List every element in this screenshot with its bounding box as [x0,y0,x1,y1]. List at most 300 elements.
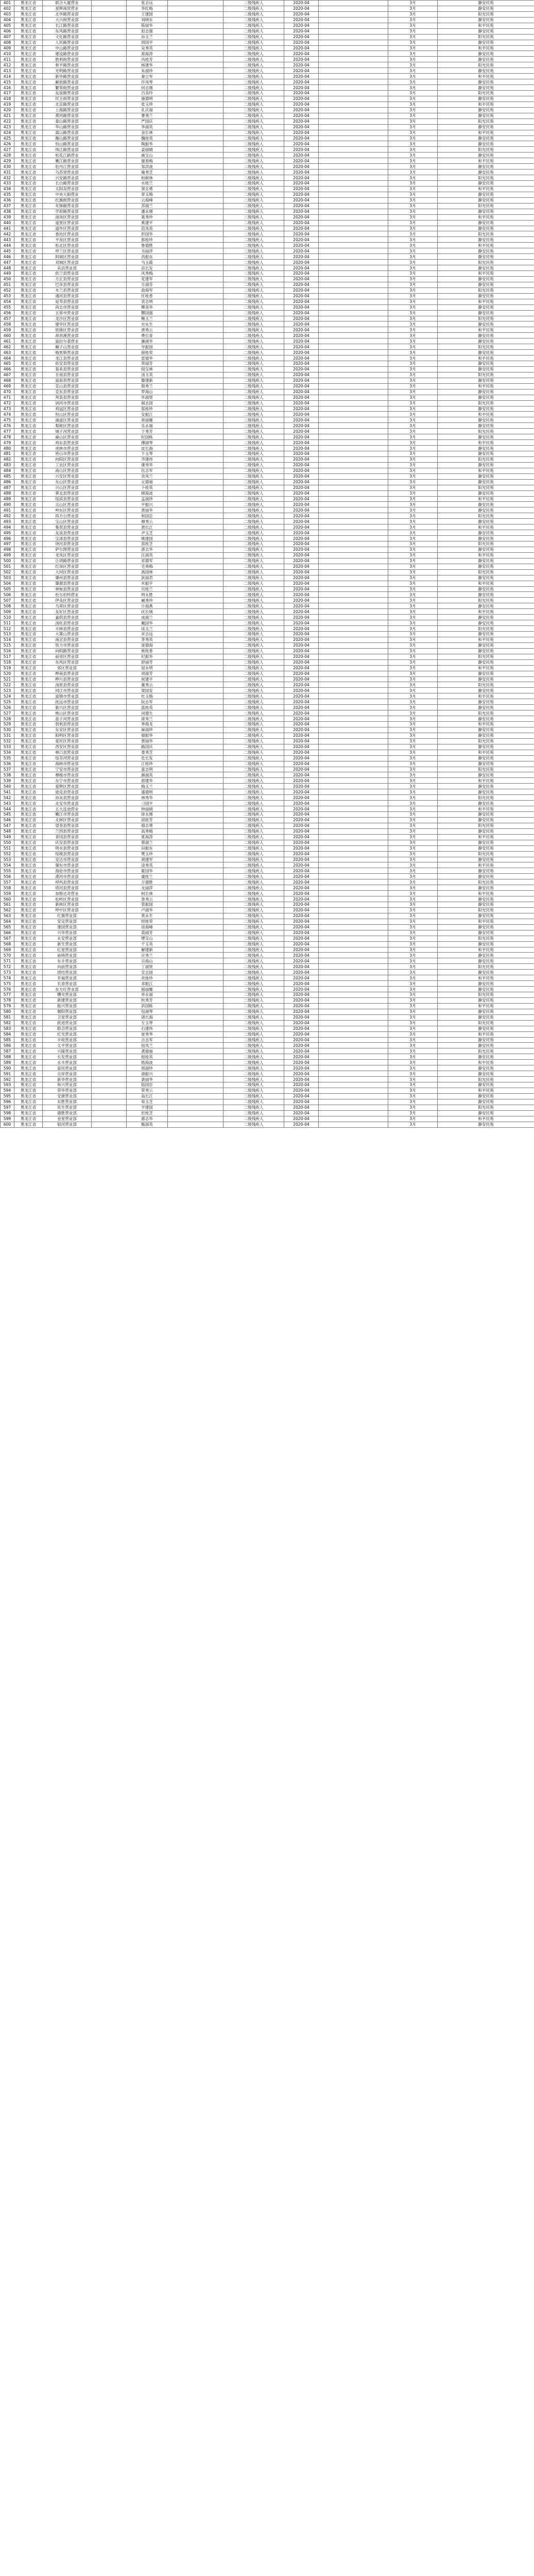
blank-cell [92,220,127,226]
blank-cell [168,682,223,688]
blank-cell [92,91,127,96]
category-cell: 二级残疾人 [223,6,284,11]
table-row [1,801,534,806]
category-cell: 二级残疾人 [223,586,284,592]
category-cell: 二级残疾人 [223,615,284,620]
blank-cell [92,716,127,722]
date-cell: 2020-04 [284,254,319,260]
branch-cell: 尖山区营业部 [43,502,92,507]
blank-cell [168,637,223,642]
blank-cell [319,40,388,45]
community-cell: 静安民苑 [438,536,534,541]
name-cell: 费长青 [127,333,168,338]
month-cell: 3月 [388,1009,438,1014]
date-cell: 2020-04 [284,738,319,744]
blank-cell [319,1088,388,1093]
community-cell: 静安民苑 [438,170,534,175]
table-row [1,282,534,287]
row-number-cell: 525 [1,699,14,705]
blank-cell [168,299,223,304]
month-cell: 3月 [388,355,438,361]
blank-cell [92,17,127,23]
province-cell: 黑龙江省 [14,1099,43,1105]
blank-cell [168,135,223,141]
month-cell: 3月 [388,147,438,152]
table-row [1,40,534,45]
community-cell: 静安民苑 [438,744,534,750]
month-cell: 3月 [388,440,438,446]
community-cell: 静安民苑 [438,896,534,902]
blank-cell [319,936,388,941]
month-cell: 3月 [388,181,438,187]
date-cell: 2020-04 [284,857,319,862]
category-cell: 二级残疾人 [223,237,284,243]
row-number-cell: 439 [1,214,14,220]
date-cell: 2020-04 [284,85,319,91]
blank-cell [168,665,223,671]
blank-cell [92,299,127,304]
branch-cell: 鸡冠区营业部 [43,406,92,412]
name-cell: 殷秀兰 [127,383,168,389]
blank-cell [168,383,223,389]
row-number-cell: 459 [1,327,14,333]
date-cell: 2020-04 [284,654,319,659]
province-cell: 黑龙江省 [14,761,43,767]
branch-cell: 解放路营业部 [43,79,92,85]
blank-cell [92,372,127,378]
table-row [1,1026,534,1031]
province-cell: 黑龙江省 [14,885,43,891]
name-cell: 唐秀云 [127,327,168,333]
province-cell: 黑龙江省 [14,558,43,564]
name-cell: 袁志明 [127,299,168,304]
month-cell: 3月 [388,755,438,761]
row-number-cell: 474 [1,412,14,417]
blank-cell [319,372,388,378]
province-cell: 黑龙江省 [14,231,43,237]
blank-cell [92,271,127,277]
table-row [1,1065,534,1071]
blank-cell [319,970,388,975]
table-row [1,11,534,17]
table-body [1,1,534,1128]
date-cell: 2020-04 [284,107,319,113]
table-row [1,541,534,547]
province-cell: 黑龙江省 [14,992,43,998]
row-number-cell: 545 [1,812,14,818]
row-number-cell: 496 [1,536,14,541]
blank-cell [168,197,223,203]
table-row [1,603,534,609]
name-cell: 石建伟 [127,1026,168,1031]
month-cell: 3月 [388,575,438,581]
branch-cell: 卫星营业部 [43,1014,92,1020]
date-cell: 2020-04 [284,1020,319,1026]
blank-cell [92,1009,127,1014]
month-cell: 3月 [388,1077,438,1082]
branch-cell: 工农区营业部 [43,462,92,468]
name-cell: 田振东 [127,845,168,851]
branch-cell: 望奎县营业部 [43,823,92,828]
date-cell: 2020-04 [284,530,319,536]
date-cell: 2020-04 [284,648,319,654]
branch-cell: 铁力市营业部 [43,642,92,648]
blank-cell [168,896,223,902]
category-cell: 二级残疾人 [223,541,284,547]
month-cell: 3月 [388,1048,438,1054]
date-cell: 2020-04 [284,1122,319,1127]
date-cell: 2020-04 [284,96,319,101]
blank-cell [319,659,388,665]
category-cell: 二级残疾人 [223,276,284,282]
date-cell: 2020-04 [284,727,319,733]
name-cell: 夏海涛 [127,834,168,840]
community-cell: 阳光民苑 [438,400,534,406]
province-cell: 黑龙江省 [14,462,43,468]
month-cell: 3月 [388,417,438,423]
month-cell: 3月 [388,705,438,710]
province-cell: 黑龙江省 [14,456,43,462]
branch-cell: 安达市营业部 [43,857,92,862]
month-cell: 3月 [388,429,438,434]
community-cell: 阳光民苑 [438,203,534,209]
row-number-cell: 484 [1,468,14,473]
community-cell: 和平民苑 [438,778,534,784]
row-number-cell: 482 [1,456,14,462]
branch-cell: 东山区营业部 [43,479,92,485]
branch-cell: 岭东区营业部 [43,507,92,513]
category-cell: 二级残疾人 [223,361,284,367]
table-row [1,265,534,271]
community-cell: 和平民苑 [438,637,534,642]
table-row [1,581,534,586]
row-number-cell: 425 [1,135,14,141]
table-row [1,490,534,496]
table-row [1,654,534,659]
category-cell: 二级残疾人 [223,970,284,975]
date-cell: 2020-04 [284,682,319,688]
date-cell: 2020-04 [284,440,319,446]
month-cell: 3月 [388,135,438,141]
blank-cell [92,1043,127,1048]
category-cell: 二级残疾人 [223,271,284,277]
month-cell: 3月 [388,885,438,891]
name-cell: 滕建新 [127,378,168,383]
date-cell: 2020-04 [284,1065,319,1071]
blank-cell [92,564,127,569]
blank-cell [92,181,127,187]
blank-cell [168,1031,223,1037]
blank-cell [168,648,223,654]
community-cell: 和平民苑 [438,750,534,755]
table-row [1,254,534,260]
blank-cell [92,68,127,74]
blank-cell [92,761,127,767]
blank-cell [92,806,127,812]
community-cell: 阳光民苑 [438,175,534,181]
row-number-cell: 506 [1,592,14,598]
row-number-cell: 483 [1,462,14,468]
blank-cell [319,519,388,524]
community-cell: 阳光民苑 [438,907,534,913]
category-cell: 二级残疾人 [223,682,284,688]
date-cell: 2020-04 [284,1,319,6]
blank-cell [168,321,223,327]
branch-cell: 向前营业部 [43,964,92,970]
month-cell: 3月 [388,632,438,637]
province-cell: 黑龙江省 [14,659,43,665]
province-cell: 黑龙江省 [14,564,43,569]
province-cell: 黑龙江省 [14,598,43,603]
name-cell: 昌振东 [127,254,168,260]
table-row [1,197,534,203]
blank-cell [92,964,127,970]
blank-cell [92,834,127,840]
province-cell: 黑龙江省 [14,321,43,327]
name-cell: 廉淑华 [127,338,168,344]
date-cell: 2020-04 [284,406,319,412]
blank-cell [319,456,388,462]
date-cell: 2020-04 [284,862,319,868]
community-cell: 静安民苑 [438,181,534,187]
province-cell: 黑龙江省 [14,237,43,243]
community-cell: 阳光民苑 [438,569,534,575]
row-number-cell: 542 [1,795,14,801]
branch-cell: 华山路营业部 [43,124,92,130]
branch-cell: 跃进营业部 [43,1020,92,1026]
blank-cell [168,507,223,513]
name-cell: 解建新 [127,947,168,953]
table-row [1,473,534,479]
blank-cell [92,1093,127,1099]
row-number-cell: 466 [1,366,14,372]
province-cell: 黑龙江省 [14,603,43,609]
blank-cell [168,654,223,659]
blank-cell [92,152,127,158]
row-number-cell: 568 [1,941,14,947]
province-cell: 黑龙江省 [14,333,43,338]
blank-cell [319,101,388,107]
branch-cell: 前哨营业部 [43,953,92,958]
name-cell: 张志远 [127,1,168,6]
date-cell: 2020-04 [284,175,319,181]
row-number-cell: 428 [1,152,14,158]
category-cell: 二级残疾人 [223,118,284,124]
province-cell: 黑龙江省 [14,220,43,226]
province-cell: 黑龙江省 [14,124,43,130]
category-cell: 二级残疾人 [223,919,284,924]
blank-cell [168,801,223,806]
blank-cell [92,231,127,237]
blank-cell [92,23,127,28]
blank-cell [168,879,223,885]
blank-cell [92,1065,127,1071]
province-cell: 黑龙江省 [14,226,43,231]
name-cell: 章玉梅 [127,192,168,197]
blank-cell [319,113,388,118]
branch-cell: 西安区营业部 [43,744,92,750]
blank-cell [92,1110,127,1116]
month-cell: 3月 [388,891,438,896]
community-cell: 静安民苑 [438,406,534,412]
table-row [1,693,534,699]
name-cell: 邢淑珍 [127,1065,168,1071]
blank-cell [168,992,223,998]
blank-cell [92,350,127,355]
name-cell: 施德明 [127,96,168,101]
date-cell: 2020-04 [284,705,319,710]
date-cell: 2020-04 [284,902,319,908]
blank-cell [92,970,127,975]
branch-cell: 金星营业部 [43,1116,92,1122]
date-cell: 2020-04 [284,581,319,586]
category-cell: 二级残疾人 [223,181,284,187]
blank-cell [92,412,127,417]
branch-cell: 集贤县营业部 [43,524,92,530]
name-cell: 凤秀梅 [127,271,168,277]
branch-cell: 梨树区营业部 [43,423,92,429]
blank-cell [92,192,127,197]
name-cell: 常丽娜 [127,417,168,423]
blank-cell [92,74,127,79]
table-row [1,203,534,209]
name-cell: 薛桂荣 [127,350,168,355]
month-cell: 3月 [388,868,438,874]
blank-cell [319,586,388,592]
blank-cell [168,265,223,271]
month-cell: 3月 [388,468,438,473]
province-cell: 黑龙江省 [14,547,43,552]
community-cell: 静安民苑 [438,226,534,231]
community-cell: 阳光民苑 [438,767,534,772]
community-cell: 和平民苑 [438,468,534,473]
table-row [1,885,534,891]
blank-cell [168,642,223,648]
row-number-cell: 520 [1,671,14,676]
month-cell: 3月 [388,699,438,705]
blank-cell [319,1014,388,1020]
row-number-cell: 479 [1,440,14,446]
row-number-cell: 543 [1,801,14,806]
date-cell: 2020-04 [284,237,319,243]
date-cell: 2020-04 [284,1026,319,1031]
blank-cell [319,817,388,823]
category-cell: 二级残疾人 [223,214,284,220]
branch-cell: 饶河县营业部 [43,541,92,547]
month-cell: 3月 [388,671,438,676]
branch-cell: 五大连池营业 [43,806,92,812]
category-cell: 二级残疾人 [223,338,284,344]
blank-cell [319,632,388,637]
blank-cell [168,304,223,310]
community-cell: 和平民苑 [438,271,534,277]
category-cell: 二级残疾人 [223,767,284,772]
table-row [1,840,534,845]
blank-cell [92,1071,127,1077]
month-cell: 3月 [388,733,438,738]
community-cell: 和平民苑 [438,693,534,699]
blank-cell [92,586,127,592]
name-cell: 王建国 [127,11,168,17]
table-row [1,626,534,632]
month-cell: 3月 [388,141,438,147]
community-cell: 阳光民苑 [438,147,534,152]
table-row [1,152,534,158]
table-row [1,823,534,828]
name-cell: 张玉珍 [127,101,168,107]
month-cell: 3月 [388,789,438,795]
date-cell: 2020-04 [284,327,319,333]
community-cell: 阳光民苑 [438,62,534,68]
community-cell: 静安民苑 [438,265,534,271]
province-cell: 黑龙江省 [14,569,43,575]
category-cell: 二级残疾人 [223,1020,284,1026]
blank-cell [319,828,388,834]
date-cell: 2020-04 [284,845,319,851]
date-cell: 2020-04 [284,941,319,947]
blank-cell [319,575,388,581]
name-cell: 强振华 [127,733,168,738]
blank-cell [168,192,223,197]
category-cell: 二级残疾人 [223,1099,284,1105]
blank-cell [319,282,388,287]
month-cell: 3月 [388,947,438,953]
branch-cell: 虎林市营业部 [43,446,92,451]
blank-cell [319,17,388,23]
category-cell: 二级残疾人 [223,609,284,615]
blank-cell [319,536,388,541]
community-cell: 静安民苑 [438,688,534,693]
name-cell: 蔡淑兰 [127,840,168,845]
row-number-cell: 417 [1,91,14,96]
community-cell: 静安民苑 [438,1110,534,1116]
blank-cell [168,575,223,581]
branch-cell: 林口县营业部 [43,750,92,755]
branch-cell: 昂昂溪营业部 [43,333,92,338]
row-number-cell: 538 [1,772,14,778]
row-number-cell: 553 [1,857,14,862]
blank-cell [319,321,388,327]
community-cell: 静安民苑 [438,417,534,423]
blank-cell [168,350,223,355]
month-cell: 3月 [388,197,438,203]
month-cell: 3月 [388,186,438,192]
branch-cell: 嵩山路营业部 [43,130,92,135]
category-cell: 二级残疾人 [223,34,284,40]
row-number-cell: 426 [1,141,14,147]
category-cell: 二级残疾人 [223,62,284,68]
date-cell: 2020-04 [284,1093,319,1099]
province-cell: 黑龙江省 [14,507,43,513]
table-row [1,676,534,682]
province-cell: 黑龙江省 [14,412,43,417]
branch-cell: 富拉尔基营业 [43,338,92,344]
branch-cell: 绥棱县营业部 [43,851,92,857]
name-cell: 陶振华 [127,141,168,147]
category-cell: 二级残疾人 [223,930,284,936]
date-cell: 2020-04 [284,823,319,828]
province-cell: 黑龙江省 [14,85,43,91]
blank-cell [168,141,223,147]
branch-cell: 胜利街营业部 [43,57,92,62]
blank-cell [168,124,223,130]
branch-cell: 呼玛县营业部 [43,879,92,885]
blank-cell [319,135,388,141]
branch-cell: 通河县营业部 [43,293,92,299]
blank-cell [168,260,223,265]
month-cell: 3月 [388,530,438,536]
blank-cell [168,710,223,716]
